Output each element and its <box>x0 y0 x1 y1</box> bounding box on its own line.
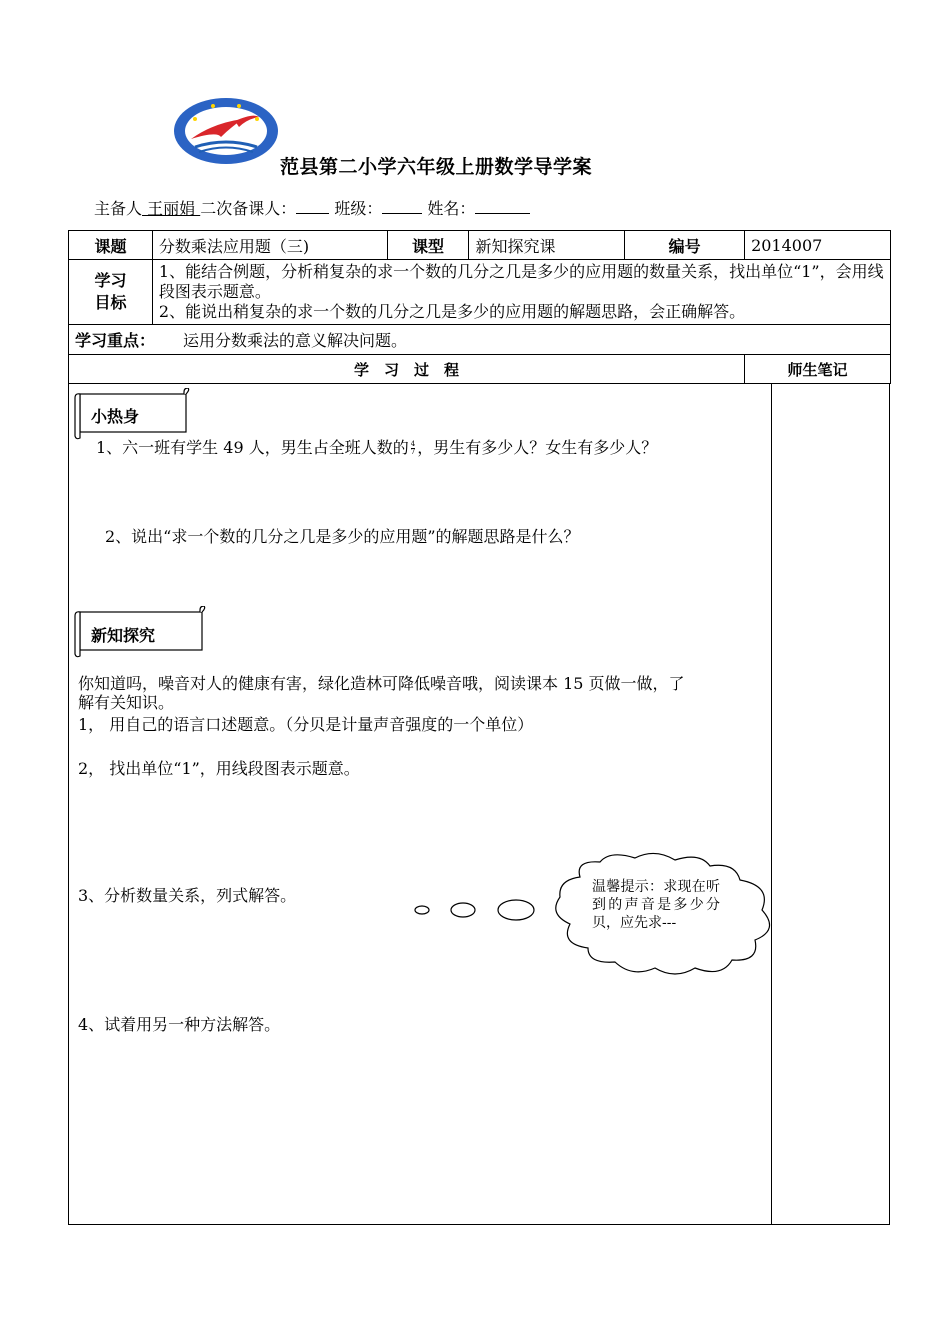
preparer-line <box>94 196 530 219</box>
topic-value: 分数乘法应用题（三) <box>152 231 387 260</box>
explore-intro-line-2: 解有关知识。 <box>78 693 175 712</box>
fraction-4-7: $\frac{4}{7}$ <box>410 440 416 456</box>
type-value: 新知探究课 <box>469 231 625 260</box>
goal-1: 1、能结合例题，分析稍复杂的求一个数的几分之几是多少的应用题的数量关系，找出单位“1”，会用线段图表示题意。 <box>158 262 884 301</box>
class-blank[interactable] <box>382 197 422 214</box>
school-logo <box>173 97 279 165</box>
number-value: 2014007 <box>745 231 891 260</box>
preparer-label: 主备人 <box>94 199 143 218</box>
notes-header: 师生笔记 <box>745 355 891 384</box>
student-name-label: 姓名： <box>427 199 476 218</box>
page-title: 范县第二小学六年级上册数学导学案 <box>280 156 593 178</box>
preparer-name: 王丽娟 <box>142 199 201 218</box>
explore-step-3: 3、分析数量关系，列式解答。 <box>78 886 297 905</box>
warmup-question-2: 2、说出“求一个数的几分之几是多少的应用题”的解题思路是什么？ <box>105 527 580 546</box>
warmup-question-1: 1、六一班有学生 49 人，男生占全班人数的 $\frac{4}{7}$ ，男生有多少人？女生有多少人？ <box>96 438 658 457</box>
lesson-info-table <box>68 230 891 384</box>
student-name-blank[interactable] <box>475 197 530 214</box>
warmup-tag: 小热身 <box>91 407 140 426</box>
topic-label: 课题 <box>69 231 153 260</box>
notes-column-divider <box>771 383 772 1224</box>
goals-label: 学习 目标 <box>69 260 153 325</box>
process-header: 学 习 过 程 <box>69 355 745 384</box>
focus-label: 学习重点： <box>75 331 156 350</box>
focus-row <box>69 325 891 355</box>
explore-intro-line-1: 你知道吗，噪音对人的健康有害，绿化造林可降低噪音哦，阅读课本 15 页做一做，了 <box>78 674 685 693</box>
explore-tag: 新知探究 <box>91 626 156 645</box>
type-label: 课型 <box>387 231 469 260</box>
second-preparer-blank[interactable] <box>296 197 329 214</box>
process-area <box>68 383 890 1225</box>
explore-step-2: 2， 找出单位“1”，用线段图表示题意。 <box>78 759 360 778</box>
explore-step-1: 1， 用自己的语言口述题意。（分贝是计量声音强度的一个单位） <box>78 715 534 734</box>
goal-2: 2、能说出稍复杂的求一个数的几分之几是多少的应用题的解题思路，会正确解答。 <box>158 302 746 321</box>
second-preparer-label: 二次备课人： <box>200 199 297 218</box>
goals-text <box>152 260 890 325</box>
focus-value: 运用分数乘法的意义解决问题。 <box>183 331 408 350</box>
tip-text: 温馨提示：求现在听到的声音是多少分贝，应先求--- <box>592 879 720 931</box>
explore-step-4: 4、试着用另一种方法解答。 <box>78 1015 281 1034</box>
class-label: 班级： <box>334 199 383 218</box>
number-label: 编号 <box>625 231 745 260</box>
